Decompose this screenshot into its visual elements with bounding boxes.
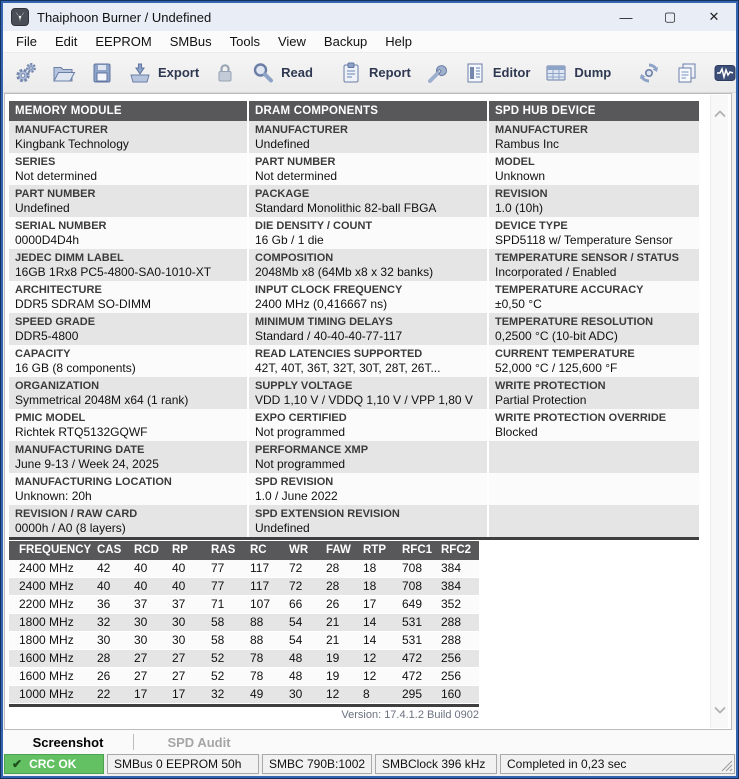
timing-cell: 472 (402, 669, 423, 683)
field-label: READ LATENCIES SUPPORTED (255, 348, 423, 360)
timing-cell: 48 (289, 651, 303, 665)
spec-field (489, 121, 699, 153)
field-value: Unknown (495, 169, 546, 183)
timing-cell: 30 (134, 615, 148, 629)
field-label: WRITE PROTECTION OVERRIDE (495, 412, 667, 424)
spec-field (9, 441, 247, 473)
spec-field (249, 121, 487, 153)
field-value: 0000h / A0 (8 layers) (15, 521, 126, 535)
timing-cell: 12 (326, 687, 340, 701)
field-value: VDD 1,10 V / VDDQ 1,10 V / VPP 1,80 V (255, 393, 473, 407)
refresh-search-icon (637, 61, 661, 85)
menu-item-view[interactable]: View (277, 34, 306, 49)
timing-cell: 88 (250, 615, 264, 629)
dump-button[interactable] (537, 57, 618, 89)
field-label: SERIES (15, 156, 56, 168)
spec-field (489, 345, 699, 377)
field-value: 2048Mb x8 (64Mb x8 x 32 banks) (255, 265, 434, 279)
spec-field (249, 217, 487, 249)
field-value: Kingbank Technology (15, 137, 129, 151)
field-value: ±0,50 °C (495, 297, 542, 311)
timing-cell: 77 (211, 579, 225, 593)
field-value: Not determined (15, 169, 98, 183)
timing-row (9, 614, 479, 632)
spec-columns (9, 101, 699, 540)
timing-cell: 88 (250, 633, 264, 647)
timing-cell: 472 (402, 651, 423, 665)
field-label: MANUFACTURING DATE (15, 444, 145, 456)
spec-column-dram-components (249, 101, 487, 537)
spec-field (9, 249, 247, 281)
vertical-scrollbar[interactable] (710, 95, 728, 728)
field-value: 52,000 °C / 125,600 °F (495, 361, 618, 375)
timing-cell: 288 (441, 615, 462, 629)
spec-field (249, 473, 487, 505)
editor-button[interactable] (456, 57, 538, 89)
status-panel-smbc: SMBC 790B:1002 (262, 754, 372, 774)
field-value: DDR5 SDRAM SO-DIMM (15, 297, 152, 311)
field-label: PART NUMBER (255, 156, 336, 168)
timing-row (9, 596, 479, 614)
crc-status-badge (4, 754, 104, 774)
timing-cell: 19 (326, 651, 340, 665)
field-label: REVISION (495, 188, 548, 200)
timing-row (9, 668, 479, 686)
timing-cell: 40 (134, 561, 148, 575)
save-icon (90, 61, 114, 85)
timing-cell: 2400 MHz (19, 579, 74, 593)
field-value: Undefined (15, 201, 70, 215)
timing-cell: 77 (211, 561, 225, 575)
timing-cell: 36 (97, 597, 111, 611)
field-label: PART NUMBER (15, 188, 96, 200)
scroll-down-icon[interactable] (711, 701, 729, 718)
timing-cell: 58 (211, 615, 225, 629)
spec-field (249, 185, 487, 217)
status-panel-completed (500, 754, 735, 774)
timing-cell: 22 (97, 687, 111, 701)
timing-cell: 30 (289, 687, 303, 701)
field-label: TEMPERATURE RESOLUTION (495, 316, 654, 328)
timing-cell: 288 (441, 633, 462, 647)
timing-cell: 40 (97, 579, 111, 593)
field-label: PACKAGE (255, 188, 310, 200)
window-title: Thaiphoon Burner / Undefined (37, 9, 212, 25)
field-label: SUPPLY VOLTAGE (255, 380, 353, 392)
timing-cell: 107 (250, 597, 271, 611)
spec-field (489, 505, 699, 537)
field-label: MINIMUM TIMING DELAYS (255, 316, 393, 328)
dump-label: Dump (574, 65, 612, 80)
field-value: 0,2500 °C (10-bit ADC) (495, 329, 618, 343)
spec-field (9, 313, 247, 345)
status-bar (3, 754, 736, 774)
timing-cell: 30 (97, 633, 111, 647)
export-label: Export (158, 65, 200, 80)
status-panel-smbclock: SMBClock 396 kHz (375, 754, 497, 774)
menu-bar (3, 31, 736, 53)
field-value: Unknown: 20h (15, 489, 92, 503)
field-value: 16 GB (8 components) (15, 361, 136, 375)
field-label: PMIC MODEL (15, 412, 86, 424)
timing-cell: 295 (402, 687, 423, 701)
timing-cell: 42 (97, 561, 111, 575)
spec-field (489, 249, 699, 281)
spec-column-memory-module (9, 101, 247, 537)
field-value: Rambus Inc (495, 137, 560, 151)
timing-cell: 66 (289, 597, 303, 611)
timing-cell: 78 (250, 651, 264, 665)
timing-header-cell: RC (250, 544, 267, 556)
version-label: Version: 17.4.1.2 Build 0902 (341, 709, 479, 721)
field-value: 16 Gb / 1 die (255, 233, 324, 247)
spec-field (249, 377, 487, 409)
field-value: 1.0 / June 2022 (255, 489, 338, 503)
spec-field (9, 377, 247, 409)
maximize-button[interactable]: ▢ (663, 9, 677, 24)
field-label: INPUT CLOCK FREQUENCY (255, 284, 403, 296)
spec-field (489, 217, 699, 249)
timing-cell: 12 (363, 669, 377, 683)
timing-cell: 1600 MHz (19, 669, 74, 683)
timing-cell: 12 (363, 651, 377, 665)
field-label: DEVICE TYPE (495, 220, 568, 232)
timing-header-cell: RFC1 (402, 544, 433, 556)
timing-header-row (9, 541, 479, 560)
timing-cell: 17 (363, 597, 377, 611)
editor-label: Editor (492, 65, 531, 80)
timing-cell: 17 (172, 687, 186, 701)
spec-field (489, 313, 699, 345)
toolbar (3, 53, 736, 93)
timing-cell: 17 (134, 687, 148, 701)
copy-button[interactable] (668, 57, 706, 89)
field-label: SPD REVISION (255, 476, 334, 488)
menu-item-edit[interactable]: Edit (54, 34, 78, 49)
field-label: COMPOSITION (255, 252, 334, 264)
field-label: ORGANIZATION (15, 380, 100, 392)
content-panel (4, 93, 732, 730)
menu-item-file[interactable]: File (16, 34, 37, 49)
spec-field (9, 185, 247, 217)
spec-field (489, 153, 699, 185)
timing-cell: 26 (326, 597, 340, 611)
field-label: MANUFACTURER (495, 124, 588, 136)
timing-header-cell: RAS (211, 544, 236, 556)
timing-cell: 649 (402, 597, 423, 611)
timing-cell: 32 (211, 687, 225, 701)
app-logo-icon (11, 8, 29, 26)
field-label: MANUFACTURING LOCATION (15, 476, 172, 488)
lock-button[interactable] (206, 57, 244, 89)
lock-icon (213, 61, 237, 85)
timing-header-cell: RCD (134, 544, 159, 556)
timing-cell: 1000 MHz (19, 687, 74, 701)
title-bar[interactable] (3, 3, 736, 31)
report-button[interactable] (332, 57, 418, 89)
copy-pages-icon (675, 61, 699, 85)
spec-field (249, 345, 487, 377)
timing-cell: 52 (211, 651, 225, 665)
timing-cell: 52 (211, 669, 225, 683)
settings-button[interactable] (7, 57, 45, 89)
spec-field (489, 473, 699, 505)
tab-spd-audit[interactable]: SPD Audit (167, 734, 231, 750)
field-label: TEMPERATURE SENSOR / STATUS (495, 252, 679, 264)
section-header: DRAM COMPONENTS (249, 101, 487, 121)
spec-field (489, 409, 699, 441)
field-value: Incorporated / Enabled (495, 265, 617, 279)
editor-document-icon (463, 61, 487, 85)
export-button[interactable] (121, 57, 206, 89)
timing-cell: 40 (172, 579, 186, 593)
field-label: DIE DENSITY / COUNT (255, 220, 373, 232)
minimize-button[interactable]: — (619, 9, 633, 25)
field-label: SPD EXTENSION REVISION (255, 508, 400, 520)
timing-cell: 28 (326, 579, 340, 593)
spec-field (9, 153, 247, 185)
timing-cell: 21 (326, 633, 340, 647)
refresh-scan-button[interactable] (630, 57, 668, 89)
timing-cell: 54 (289, 633, 303, 647)
timing-cell: 21 (326, 615, 340, 629)
timing-cell: 14 (363, 615, 377, 629)
scroll-up-icon[interactable] (711, 105, 729, 122)
timing-cell: 72 (289, 561, 303, 575)
spec-field (249, 505, 487, 537)
export-icon (128, 61, 152, 85)
timing-cell: 27 (134, 651, 148, 665)
section-header: SPD HUB DEVICE (489, 101, 699, 121)
spec-field (249, 249, 487, 281)
timing-cell: 72 (289, 579, 303, 593)
timing-cell: 19 (326, 669, 340, 683)
timing-cell: 1800 MHz (19, 633, 74, 647)
open-button[interactable] (45, 57, 83, 89)
field-label: WRITE PROTECTION (495, 380, 606, 392)
field-value: 16GB 1Rx8 PC5-4800-SA0-1010-XT (15, 265, 212, 279)
field-label: JEDEC DIMM LABEL (15, 252, 124, 264)
timing-cell: 48 (289, 669, 303, 683)
timing-cell: 27 (172, 651, 186, 665)
timing-cell: 160 (441, 687, 462, 701)
timing-cell: 30 (172, 633, 186, 647)
tab-screenshot[interactable]: Screenshot (32, 734, 104, 750)
timing-cell: 256 (441, 651, 462, 665)
timing-cell: 71 (211, 597, 225, 611)
section-header: MEMORY MODULE (9, 101, 247, 121)
field-value: 1.0 (10h) (495, 201, 544, 215)
report-label: Report (368, 65, 411, 80)
spec-field (249, 441, 487, 473)
timing-cell: 1800 MHz (19, 615, 74, 629)
timing-header-cell: FREQUENCY (19, 544, 92, 556)
save-button[interactable] (83, 57, 121, 89)
field-value: Not determined (255, 169, 338, 183)
timing-cell: 26 (97, 669, 111, 683)
timing-row (9, 578, 479, 596)
timing-cell: 27 (134, 669, 148, 683)
timing-cell: 117 (250, 579, 270, 593)
timing-cell: 30 (134, 633, 148, 647)
field-value: 2400 MHz (0,416667 ns) (255, 297, 388, 311)
timing-cell: 708 (402, 579, 423, 593)
gears-icon (14, 61, 38, 85)
spec-field (249, 281, 487, 313)
spec-field (249, 409, 487, 441)
field-label: PERFORMANCE XMP (255, 444, 369, 456)
timing-cell: 54 (289, 615, 303, 629)
timing-cell: 531 (402, 633, 423, 647)
timing-header-cell: CAS (97, 544, 122, 556)
dump-grid-icon (544, 61, 568, 85)
spec-field (9, 345, 247, 377)
timing-row (9, 686, 479, 704)
read-magnifier-icon (251, 61, 275, 85)
timing-cell: 37 (134, 597, 148, 611)
timing-cell: 37 (172, 597, 186, 611)
timing-header-cell: FAW (326, 544, 351, 556)
tab-bar (3, 730, 736, 754)
timing-cell: 384 (441, 579, 462, 593)
timing-cell: 8 (363, 687, 370, 701)
timing-cell: 256 (441, 669, 462, 683)
field-label: CAPACITY (15, 348, 71, 360)
field-label: ARCHITECTURE (15, 284, 102, 296)
read-button[interactable] (244, 57, 320, 89)
spec-field (489, 441, 699, 473)
field-value: Not programmed (255, 457, 346, 471)
field-value: June 9-13 / Week 24, 2025 (15, 457, 159, 471)
report-clipboard-icon (339, 61, 363, 85)
field-value: 42T, 40T, 36T, 32T, 30T, 28T, 26T... (255, 361, 441, 375)
waveform-icon (713, 61, 736, 85)
field-value: DDR5-4800 (15, 329, 79, 343)
menu-item-smbus[interactable]: SMBus (169, 34, 212, 49)
timing-row (9, 632, 479, 650)
waveform-button[interactable] (706, 57, 736, 89)
spec-field (249, 153, 487, 185)
timing-table (9, 541, 479, 707)
field-label: REVISION / RAW CARD (15, 508, 138, 520)
timing-header-cell: RTP (363, 544, 386, 556)
timing-cell: 18 (363, 561, 377, 575)
timing-cell: 352 (441, 597, 462, 611)
status-panel-smbus: SMBus 0 EEPROM 50h (107, 754, 259, 774)
field-value: Not programmed (255, 425, 346, 439)
field-value: Standard Monolithic 82-ball FBGA (255, 201, 437, 215)
field-label: MANUFACTURER (15, 124, 108, 136)
crc-status-label: CRC OK (29, 757, 77, 771)
timing-cell: 2200 MHz (19, 597, 74, 611)
timing-cell: 49 (250, 687, 264, 701)
window-frame (3, 3, 736, 776)
field-label: TEMPERATURE ACCURACY (495, 284, 644, 296)
spec-field (9, 217, 247, 249)
spec-field (489, 377, 699, 409)
field-label: SERIAL NUMBER (15, 220, 107, 232)
field-label: SPEED GRADE (15, 316, 96, 328)
field-value: Undefined (255, 521, 310, 535)
timing-cell: 58 (211, 633, 225, 647)
menu-item-backup[interactable]: Backup (323, 34, 368, 49)
menu-item-tools[interactable]: Tools (229, 34, 260, 49)
timing-cell: 30 (172, 615, 186, 629)
spec-field (9, 473, 247, 505)
open-folder-icon (52, 61, 76, 85)
timing-header-cell: RFC2 (441, 544, 472, 556)
field-label: MANUFACTURER (255, 124, 348, 136)
status-completed-text: Completed in 0,23 sec (507, 757, 627, 771)
spec-field (9, 505, 247, 537)
timing-cell: 32 (97, 615, 111, 629)
close-button[interactable]: ✕ (708, 9, 720, 24)
field-label: CURRENT TEMPERATURE (495, 348, 635, 360)
spec-field (9, 409, 247, 441)
timing-cell: 40 (134, 579, 148, 593)
spec-field (489, 185, 699, 217)
timing-row (9, 650, 479, 668)
timing-cell: 40 (172, 561, 186, 575)
spec-field (489, 281, 699, 313)
menu-item-help[interactable]: Help (385, 34, 413, 49)
timing-cell: 27 (172, 669, 186, 683)
window-controls (604, 3, 736, 31)
timing-cell: 78 (250, 669, 264, 683)
timing-header-cell: WR (289, 544, 309, 556)
field-value: Partial Protection (495, 393, 587, 407)
timing-cell: 28 (326, 561, 340, 575)
timing-cell: 384 (441, 561, 462, 575)
field-value: SPD5118 w/ Temperature Sensor (495, 233, 673, 247)
field-value: Standard / 40-40-40-77-117 (255, 329, 403, 343)
checkmark-icon: ✔ (12, 757, 23, 771)
field-label: MODEL (495, 156, 535, 168)
field-value: Richtek RTQ5132GQWF (15, 425, 148, 439)
spec-column-spd-hub-device (489, 101, 699, 537)
field-value: Undefined (255, 137, 310, 151)
timing-row (9, 560, 479, 578)
read-label: Read (281, 65, 313, 80)
field-value: 0000D4D4h (15, 233, 80, 247)
wrench-icon (425, 61, 449, 85)
spec-field (9, 281, 247, 313)
spec-field (9, 121, 247, 153)
timing-cell: 14 (363, 633, 377, 647)
menu-item-eeprom[interactable]: EEPROM (95, 34, 152, 49)
timing-cell: 117 (250, 561, 270, 575)
field-label: EXPO CERTIFIED (255, 412, 347, 424)
timing-cell: 2400 MHz (19, 561, 74, 575)
timing-cell: 28 (97, 651, 111, 665)
timing-cell: 1600 MHz (19, 651, 74, 665)
spec-field (249, 313, 487, 345)
timing-cell: 18 (363, 579, 377, 593)
options-button[interactable] (418, 57, 456, 89)
timing-header-cell: RP (172, 544, 188, 556)
field-value: Symmetrical 2048M x64 (1 rank) (15, 393, 189, 407)
timing-cell: 708 (402, 561, 423, 575)
resize-grip[interactable] (720, 759, 733, 772)
timing-cell: 531 (402, 615, 423, 629)
field-value: Blocked (495, 425, 538, 439)
